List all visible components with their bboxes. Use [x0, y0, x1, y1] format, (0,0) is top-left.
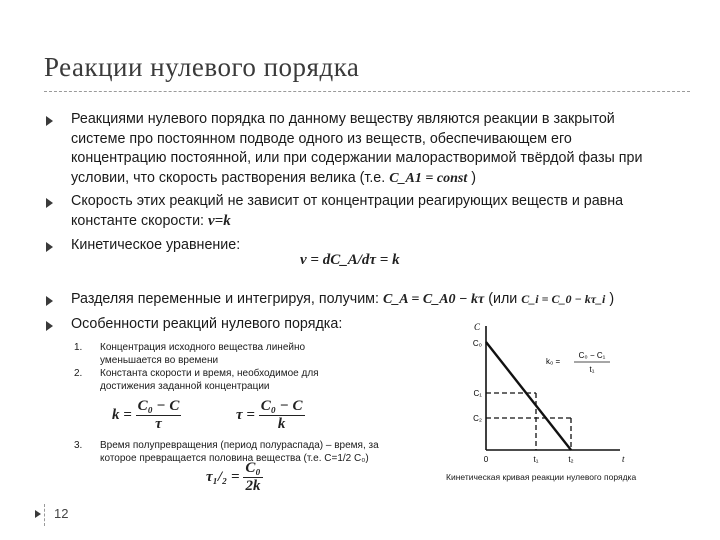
- bullet-4-alt-suffix: ): [609, 291, 615, 307]
- bullet-4-alt-formula: C_i = C_0 − kτ_i: [521, 292, 606, 306]
- formula-half-life: [206, 460, 263, 495]
- bullet-4-alt-prefix: (или: [488, 291, 518, 307]
- x-tick-t2: t₂: [568, 455, 574, 464]
- page-number: 12: [54, 506, 69, 521]
- bullet-2-formula: v=k: [208, 212, 231, 229]
- title-divider: [44, 91, 690, 92]
- formula-tau-num: C₀ − C: [260, 398, 303, 414]
- footer-arrow-icon: [35, 510, 41, 518]
- annotation-lhs: k₀ =: [546, 357, 561, 366]
- formula-half-den: 2k: [245, 478, 261, 494]
- bullet-arrow-icon: [46, 296, 53, 306]
- formula-k: [112, 398, 181, 433]
- y-tick-c0: C₀: [472, 339, 482, 348]
- slide-title: Реакции нулевого порядка: [44, 52, 360, 82]
- bullet-2-text: Скорость этих реакций не зависит от концентрации реагирующих веществ и равна константе скорости:: [71, 193, 624, 229]
- kinetic-curve-chart: [460, 318, 630, 468]
- bullet-5-text: Особенности реакций нулевого порядка:: [71, 316, 343, 332]
- x-tick-0: 0: [483, 455, 489, 464]
- bullet-3-text: Кинетическое уравнение:: [71, 237, 241, 253]
- formula-half-lhs: τ₁/₂ =: [206, 468, 240, 485]
- y-tick-c2: C₂: [473, 414, 482, 423]
- bullet-3-formula: v = dC_A/dτ = k: [300, 252, 400, 268]
- annotation-num: C₀ − C₁: [578, 351, 606, 360]
- x-axis-label: t: [622, 454, 625, 464]
- feature-2-num: 2.: [74, 368, 83, 379]
- bullet-arrow-icon: [46, 198, 53, 208]
- feature-2-text: Константа скорости и время, необходимое для достижения заданной концентрации: [100, 368, 319, 392]
- formula-tau: [236, 398, 305, 433]
- feature-1-text: Концентрация исходного вещества линейно уменьшается во времени: [100, 342, 306, 366]
- annotation-den: t₁: [589, 365, 595, 374]
- x-tick-t1: t₁: [533, 455, 539, 464]
- formula-k-num: C₀ − C: [137, 398, 180, 414]
- formula-half-num: C₀: [245, 460, 261, 476]
- bullet-1: [71, 110, 671, 188]
- bullet-arrow-icon: [46, 116, 53, 126]
- bullet-arrow-icon: [46, 242, 53, 252]
- bullet-4-formula: C_A = C_A0 − kτ: [382, 292, 485, 307]
- feature-3-text: Время полупревращения (период полураспада) – время, за которое превращается половина вещества (т.е. C=1/2 C₀): [100, 440, 379, 464]
- formula-tau-lhs: τ =: [236, 406, 255, 423]
- feature-1-num: 1.: [74, 342, 83, 353]
- bullet-4: [71, 290, 711, 310]
- footer-divider: [44, 504, 45, 526]
- y-tick-c1: C₁: [473, 389, 482, 398]
- bullet-1-text: Реакциями нулевого порядка по данному веществу являются реакции в закрытой системе про постоянном подводе одного из веществ, обеспечивающем его концентрацию постоянной, или при содержании малорастворимой твёрдой фазы при условии, что скорость растворения велика (т.е.: [71, 111, 643, 186]
- formula-k-lhs: k =: [112, 406, 132, 423]
- formula-k-den: τ: [155, 416, 162, 432]
- feature-3-num: 3.: [74, 440, 83, 451]
- formula-tau-den: k: [277, 416, 286, 432]
- bullet-2: [71, 192, 671, 231]
- bullet-1-close: ): [471, 169, 476, 186]
- chart-caption: Кинетическая кривая реакции нулевого порядка: [446, 472, 637, 482]
- bullet-arrow-icon: [46, 321, 53, 331]
- bullet-4-text: Разделяя переменные и интегрируя, получим:: [71, 291, 379, 307]
- y-axis-label: C: [473, 322, 480, 332]
- bullet-1-formula: C_A1 = const: [389, 170, 468, 186]
